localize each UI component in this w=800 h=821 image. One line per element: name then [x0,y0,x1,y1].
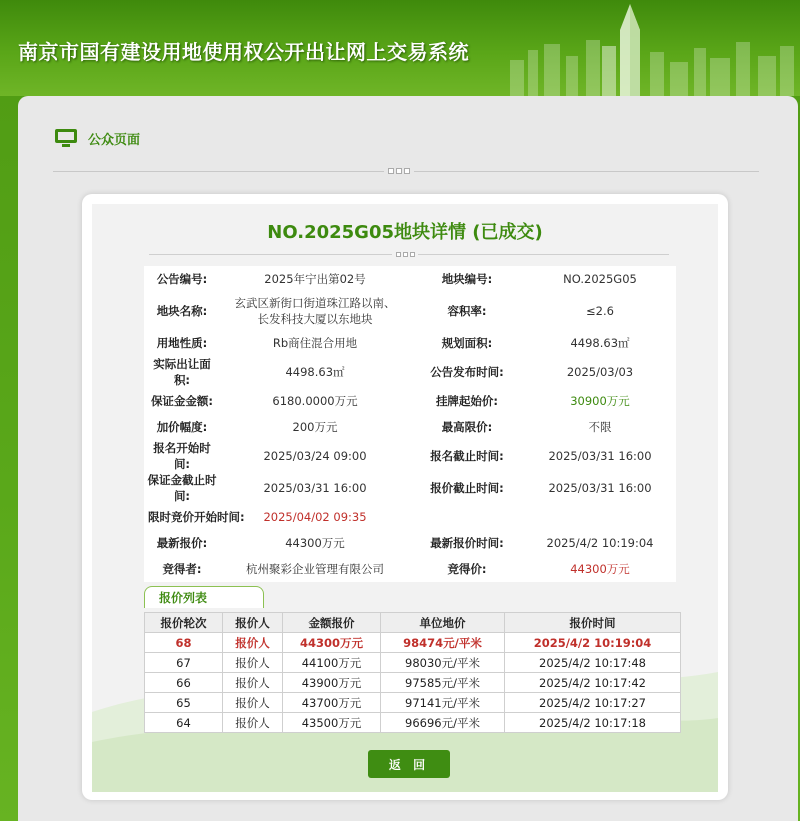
card-content [92,204,718,792]
panel-title: 公众页面 [88,132,141,148]
public-page-panel [18,96,798,821]
info-row [144,330,676,356]
table-row-latest-bid [145,633,681,653]
column-header: 单位地价 [381,613,505,633]
info-label: 限时竞价开始时间: [148,510,245,524]
column-header: 报价人 [223,613,283,633]
info-value [220,292,410,330]
bid-round: 64 [145,713,223,733]
column-header: 报价时间 [505,613,681,633]
divider-ornament [384,166,414,176]
info-value: 2025/03/31 16:00 [548,449,652,463]
winning-price-value: 44300万元 [570,562,630,576]
bid-time: 2025/4/2 10:17:42 [505,673,681,693]
bid-round: 66 [145,673,223,693]
bid-round: 65 [145,693,223,713]
info-value: 6180.0000万元 [272,394,358,408]
info-label: 报名截止时间: [430,449,504,463]
bidder: 报价人 [223,693,283,713]
table-row [145,673,681,693]
info-label: 最新报价: [156,536,208,550]
info-row [144,556,676,582]
parcel-name-line2: 长发科技大厦以东地块 [257,312,373,326]
bidder: 报价人 [223,653,283,673]
bidder: 报价人 [223,713,283,733]
info-row [144,414,676,440]
column-header: 金额报价 [283,613,381,633]
info-value: 2025/03/31 16:00 [548,481,652,495]
bid-round: 68 [145,633,223,653]
bid-amount: 44300万元 [283,633,381,653]
unit-price: 96696元/平米 [381,713,505,733]
parcel-info-table [144,266,676,582]
info-label: 竞得价: [447,562,487,576]
info-label: 报名开始时间: [153,441,211,471]
info-label: 实际出让面积: [153,357,211,387]
bid-amount: 43700万元 [283,693,381,713]
info-label: 规划面积: [441,336,493,350]
info-row [144,504,676,530]
info-value: Rb商住混合用地 [272,336,358,350]
bid-time: 2025/4/2 10:19:04 [505,633,681,653]
info-label: 保证金截止时间: [147,473,217,503]
parcel-detail-card [82,194,728,800]
info-label: 公告编号: [156,272,208,286]
info-row [144,266,676,292]
back-button[interactable]: 返 回 [368,750,450,778]
info-value: 44300万元 [285,536,345,550]
info-row [144,388,676,414]
unit-price: 98030元/平米 [381,653,505,673]
empty-cell [524,504,676,530]
info-value: ≤2.6 [586,304,614,318]
info-row [144,472,676,504]
info-label: 挂牌起始价: [435,394,499,408]
info-label: 保证金金额: [150,394,214,408]
info-label: 公告发布时间: [430,365,504,379]
bidder: 报价人 [223,633,283,653]
info-label: 报价截止时间: [430,481,504,495]
bid-amount: 43500万元 [283,713,381,733]
monitor-icon [54,128,78,148]
bid-time: 2025/4/2 10:17:18 [505,713,681,733]
info-label: 地块名称: [156,304,208,318]
info-label: 地块编号: [441,272,493,286]
info-label: 容积率: [447,304,487,318]
info-value: 不限 [588,420,612,434]
info-label: 竞得者: [162,562,202,576]
bid-round: 67 [145,653,223,673]
empty-cell [410,504,524,530]
info-row [144,530,676,556]
info-value: 2025/03/31 16:00 [263,481,367,495]
info-label: 加价幅度: [156,420,208,434]
info-label: 用地性质: [156,336,208,350]
info-value: 2025/03/24 09:00 [263,449,367,463]
unit-price: 97141元/平米 [381,693,505,713]
info-value: 2025/4/2 10:19:04 [546,536,654,550]
site-header [0,0,800,96]
starting-price-value: 30900万元 [570,394,630,408]
bid-table-header [145,613,681,633]
unit-price: 97585元/平米 [381,673,505,693]
info-value: 200万元 [292,420,338,434]
info-value: 4498.63㎡ [285,365,345,379]
column-header: 报价轮次 [145,613,223,633]
city-skyline-graphic [470,0,800,96]
bidder: 报价人 [223,673,283,693]
panel-header [54,128,140,148]
info-value: 2025年宁出第02号 [264,272,366,286]
parcel-detail-title: NO.2025G05地块详情 (已成交) [267,222,543,243]
bid-time: 2025/4/2 10:17:27 [505,693,681,713]
bidding-start-time-value: 2025/04/02 09:35 [263,510,367,524]
site-title: 南京市国有建设用地使用权公开出让网上交易系统 [18,40,469,64]
tab-bid-list[interactable]: 报价列表 [144,586,264,608]
table-row [145,693,681,713]
bid-amount: 43900万元 [283,673,381,693]
info-label: 最高限价: [441,420,493,434]
bid-list-table [144,612,681,733]
info-row [144,440,676,472]
bid-time: 2025/4/2 10:17:48 [505,653,681,673]
title-divider-ornament [392,250,418,259]
bid-amount: 44100万元 [283,653,381,673]
info-value: 4498.63㎡ [570,336,630,350]
info-value: NO.2025G05 [563,272,637,286]
info-row [144,356,676,388]
winner-value: 杭州聚彩企业管理有限公司 [246,562,384,576]
info-label: 最新报价时间: [430,536,504,550]
info-row [144,292,676,330]
parcel-name-line1: 玄武区新街口街道珠江路以南、 [234,296,396,310]
table-row [145,713,681,733]
info-value: 2025/03/03 [566,365,634,379]
table-row [145,653,681,673]
unit-price: 98474元/平米 [381,633,505,653]
